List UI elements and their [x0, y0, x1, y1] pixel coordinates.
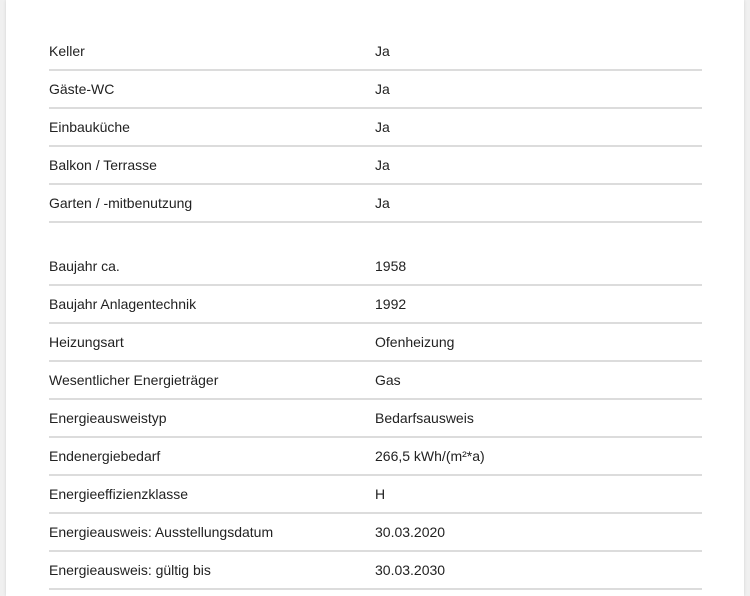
detail-label: Gäste-WC	[49, 81, 115, 97]
detail-label: Heizungsart	[49, 334, 124, 350]
detail-row-energietraeger	[49, 362, 702, 400]
detail-value: Ja	[375, 43, 390, 59]
detail-label: Endenergiebedarf	[49, 448, 161, 464]
detail-label: Energieausweis: Ausstellungsdatum	[49, 524, 274, 540]
detail-row-gaeste-wc	[49, 71, 702, 109]
detail-value: Ofenheizung	[375, 334, 455, 350]
details-page	[6, 0, 744, 596]
detail-row-endenergiebedarf	[49, 438, 702, 476]
detail-value: Ja	[375, 195, 390, 211]
detail-value: 266,5 kWh/(m²*a)	[375, 448, 485, 464]
detail-label: Garten / -mitbenutzung	[49, 195, 193, 211]
detail-label: Energieausweistyp	[49, 410, 167, 426]
detail-value: Ja	[375, 157, 390, 173]
detail-label: Keller	[49, 43, 85, 59]
detail-row-garten	[49, 185, 702, 223]
detail-value: 30.03.2030	[375, 562, 446, 578]
detail-value: 1958	[375, 258, 407, 274]
detail-row-energieeffizienzklasse	[49, 476, 702, 514]
detail-value: Ja	[375, 81, 390, 97]
detail-row-gueltig-bis	[49, 552, 702, 590]
detail-value: Gas	[375, 372, 401, 388]
detail-label: Energieausweis: gültig bis	[49, 562, 211, 578]
detail-row-keller	[49, 33, 702, 71]
property-details-table	[49, 33, 702, 590]
detail-row-einbaukueche	[49, 109, 702, 147]
detail-row-baujahr-anlagentechnik	[49, 286, 702, 324]
detail-value: H	[375, 486, 386, 502]
detail-label: Balkon / Terrasse	[49, 157, 157, 173]
detail-row-energieausweistyp	[49, 400, 702, 438]
detail-label: Baujahr Anlagentechnik	[49, 296, 197, 312]
detail-row-ausstellungsdatum	[49, 514, 702, 552]
detail-label: Energieeffizienzklasse	[49, 486, 189, 502]
detail-label: Einbauküche	[49, 119, 130, 135]
detail-value: Ja	[375, 119, 390, 135]
detail-value: 1992	[375, 296, 407, 312]
detail-row-balkon	[49, 147, 702, 185]
detail-row-baujahr	[49, 248, 702, 286]
detail-value: 30.03.2020	[375, 524, 446, 540]
detail-label: Baujahr ca.	[49, 258, 120, 274]
detail-label: Wesentlicher Energieträger	[49, 372, 219, 388]
detail-row-heizungsart	[49, 324, 702, 362]
detail-value: Bedarfsausweis	[375, 410, 474, 426]
section-spacer	[49, 223, 702, 248]
